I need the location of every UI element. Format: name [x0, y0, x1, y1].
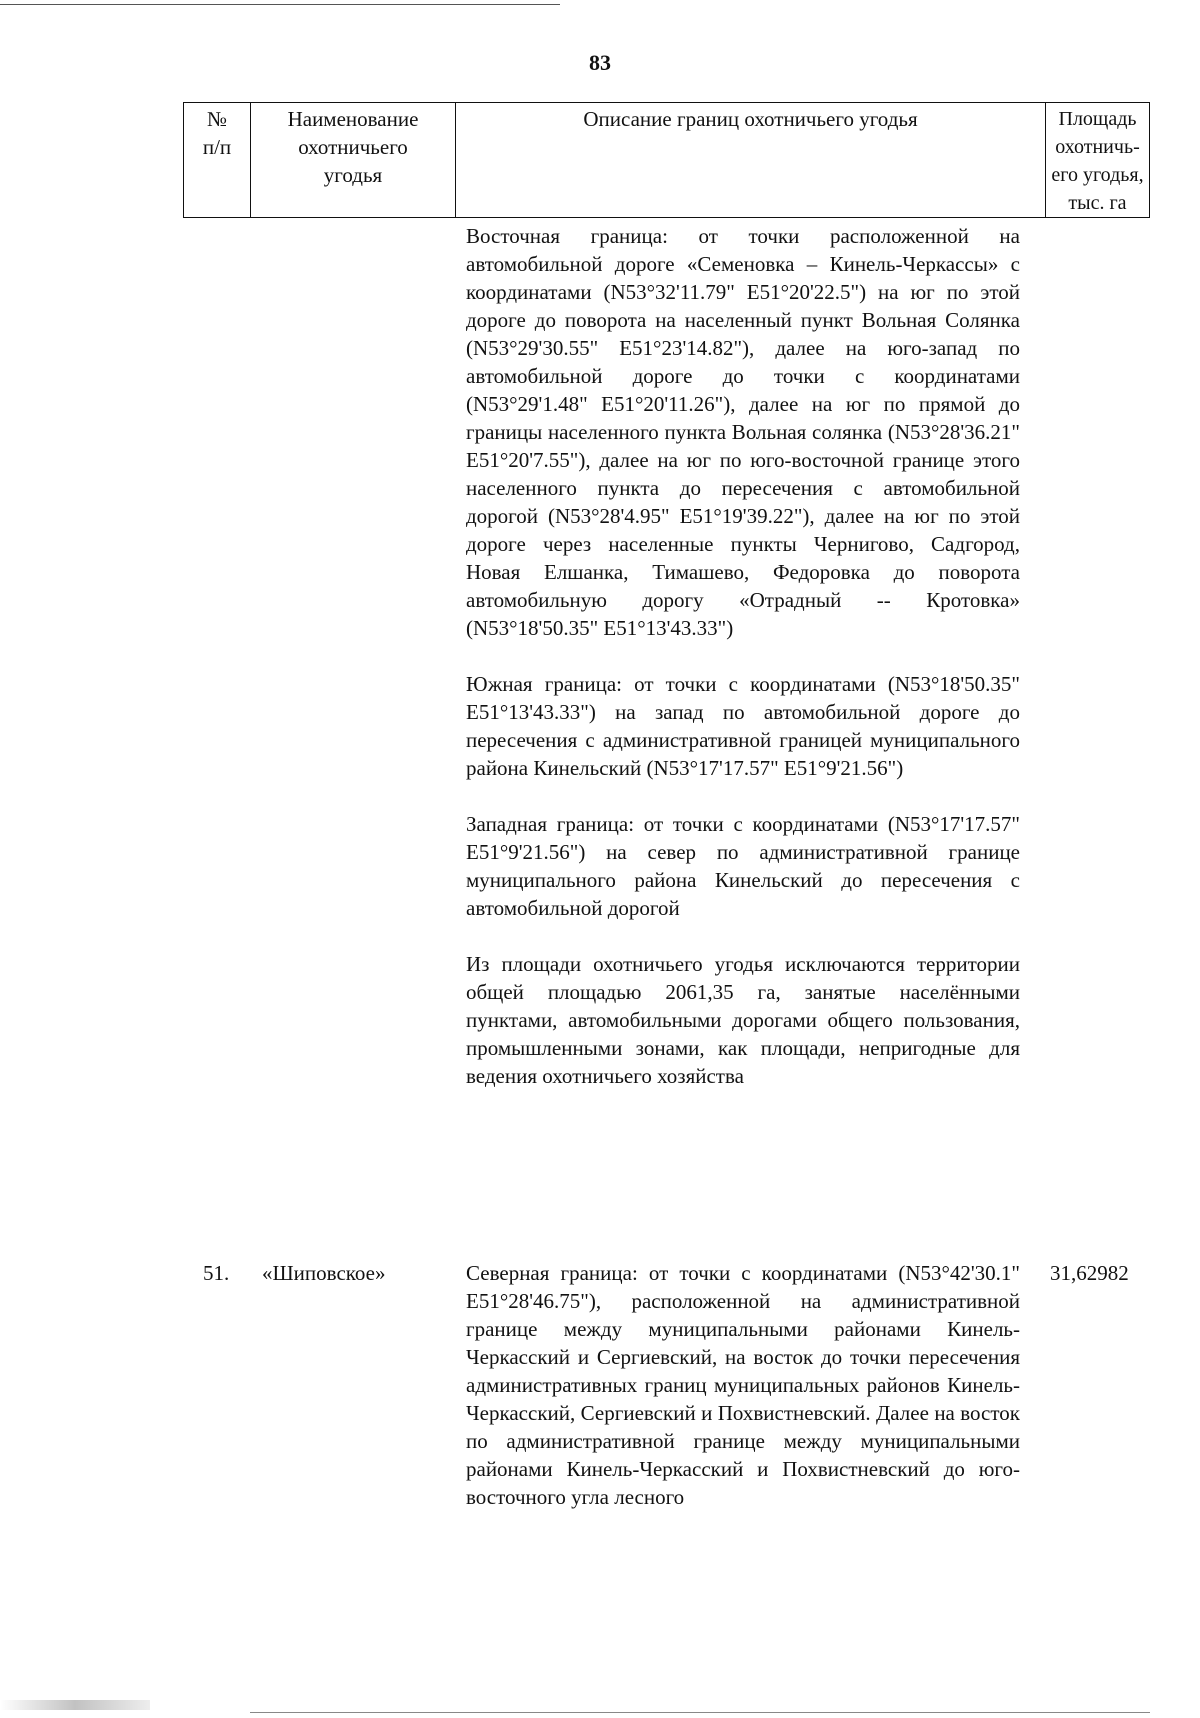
east-boundary-paragraph: Восточная граница: от точки расположенной на автомобильной дороге «Семеновка – Кинель-Черкассы» с координатами (N53°32'11.79" E51°20'22.5") на юг по этой дороге до поворота на населенный пункт Вольная Солянка (N53°29'30.55" E51°23'14.82"), далее на юго-запад по автомобильной дороге до точки с координатами (N53°29'1.48" E51°20'11.26"), далее на юг по прямой до границы населенного пункта Вольная солянка (N53°28'36.21" E51°20'7.55"), далее на юг по юго-восточной границе этого населенного пункта до пересечения с автомобильной дорогой (N53°28'4.95" E51°19'39.22"), далее на юг по этой дороге через населенные пункты Чернигово, Садгород, Новая Елшанка, Тимашево, Федоровка до поворота автомобильную дорогу «Отрадный -- Кротовка» (N53°18'50.35" E51°13'43.33") — [466, 224, 1020, 640]
north-boundary-paragraph: Северная граница: от точки с координатами (N53°42'30.1" E51°28'46.75"), расположенной на административной границе между муниципальными районами Кинель-Черкасский и Сергиевский, на восток до точки пересечения административных границ муниципальных районов Кинель-Черкасский, Сергиевский и Похвистневский. Далее на восток по административной границе между муниципальными районами Кинель-Черкасский и Похвистневский до юго-восточного угла лесного — [466, 1261, 1020, 1509]
boundary-description-continued — [466, 222, 1020, 1090]
header-col-number: № п/п — [184, 103, 251, 218]
scan-edge-line — [0, 4, 560, 5]
hunting-ground-area: 31,62982 — [1050, 1261, 1129, 1285]
scan-edge-line-bottom — [250, 1712, 1150, 1713]
header-col-description: Описание границ охотничьего угодья — [456, 103, 1046, 218]
table-header — [183, 102, 1150, 218]
header-col-area: Площадь охотничь- его угодья, тыс. га — [1046, 103, 1150, 218]
scan-artifact — [0, 1700, 150, 1710]
page-number: 83 — [589, 50, 611, 75]
excluded-area-paragraph: Из площади охотничьего угодья исключаются территории общей площадью 2061,35 га, занятые населёнными пунктами, автомобильными дорогами общего пользования, промышленными зонами, как площади, непригодные для ведения охотничьего хозяйства — [466, 952, 1020, 1088]
header-col-name: Наименование охотничьего угодья — [251, 103, 456, 218]
south-boundary-paragraph: Южная граница: от точки с координатами (N53°18'50.35" E51°13'43.33") на запад по автомобильной дороге до пересечения с административной границей муниципального района Кинельский (N53°17'17.57" E51°9'21.56") — [466, 672, 1020, 780]
row-number: 51. — [203, 1261, 230, 1285]
hunting-ground-name: «Шиповское» — [262, 1261, 386, 1285]
west-boundary-paragraph: Западная граница: от точки с координатами (N53°17'17.57" E51°9'21.56") на север по административной границе муниципального района Кинельский до пересечения с автомобильной дорогой — [466, 812, 1020, 920]
boundary-description-51 — [466, 1259, 1020, 1511]
